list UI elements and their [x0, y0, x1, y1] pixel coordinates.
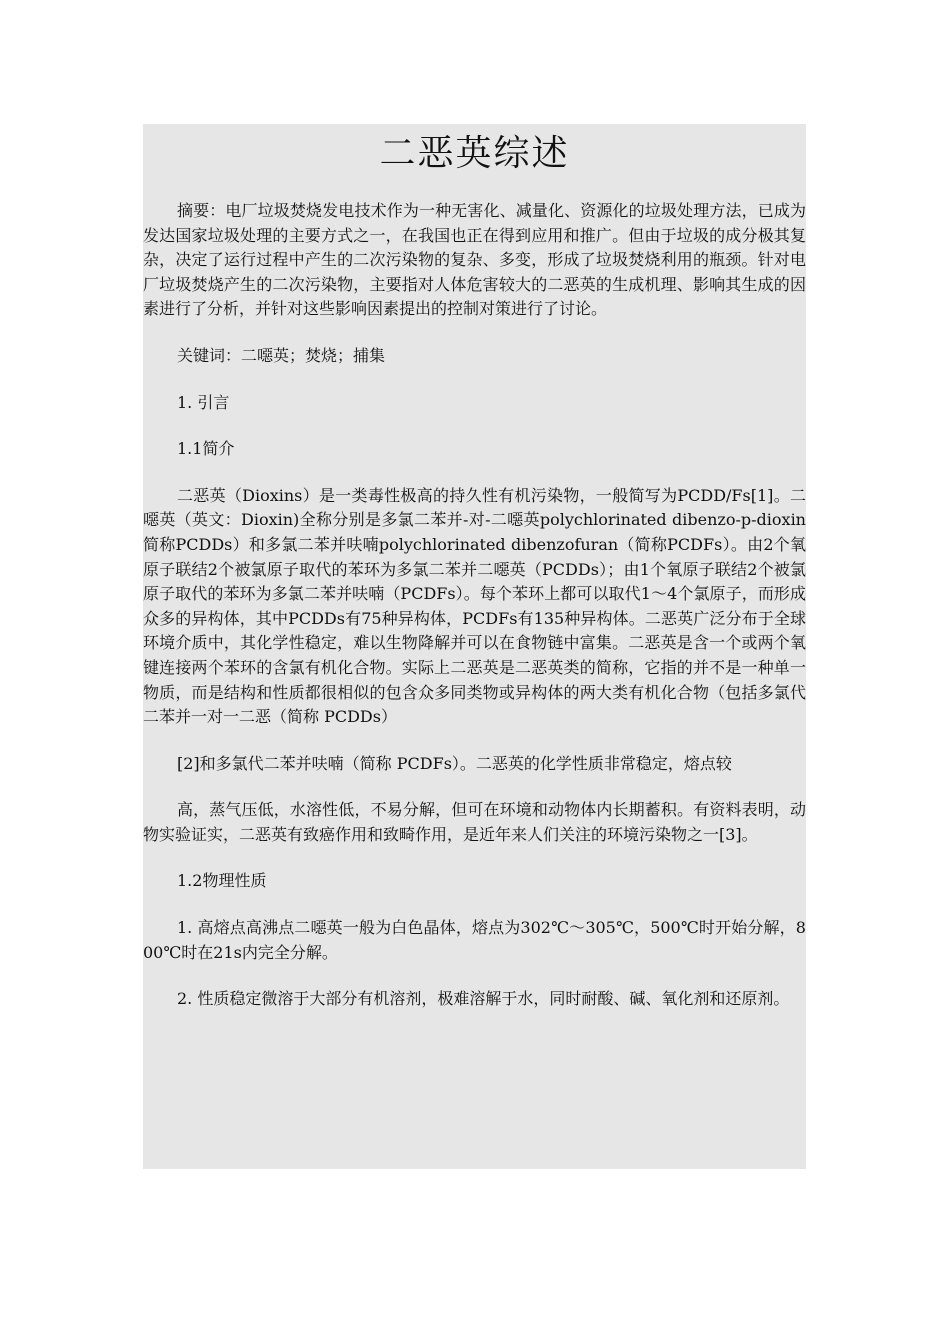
overview-paragraph: 二恶英（Dioxins）是一类毒性极高的持久性有机污染物，一般简写为PCDD/Fs[1]。二噁英（英文：Dioxin)全称分别是多氯二苯并-对-二噁英polychlorinated dibenzo-p-dioxin简称PCDDs）和多氯二苯并呋喃polychlorinated dibenzofuran（简称PCDFs）。由2个氧原子联结2个被氯原子取代的苯环为多氯二苯并二噁英（PCDDs）；由1个氧原子联结2个被氯原子取代的苯环为多氯二苯并呋喃（PCDFs）。每个苯环上都可以取代1～4个氯原子，而形成众多的异构体，其中PCDDs有75种异构体，PCDFs有135种异构体。二恶英广泛分布于全球环境介质中，其化学性稳定，难以生物降解并可以在食物链中富集。二恶英是含一个或两个氧键连接两个苯环的含氯有机化合物。实际上二恶英是二恶英类的简称，它指的并不是一种单一物质，而是结构和性质都很相似的包含众多同类物或异构体的两大类有机化合物（包括多氯代二苯并一对一二恶（简称 PCDDs）	[143, 485, 806, 727]
subsection-heading-physical-properties: 1.2物理性质	[177, 871, 267, 891]
toxicity-paragraph: 高，蒸气压低，水溶性低，不易分解，但可在环境和动物体内长期蓄积。有资料表明，动物实验证实，二恶英有致癌作用和致畸作用，是近年来人们关注的环境污染物之一[3]。	[143, 800, 806, 844]
section-heading-introduction: 1. 引言	[177, 392, 230, 412]
document-body	[143, 199, 806, 1034]
document-page-block	[143, 124, 806, 1169]
property-item-melting-point: 1. 高熔点高沸点二噁英一般为白色晶体，熔点为302℃～305℃，500℃时开始分解，800℃时在21s内完全分解。	[143, 918, 806, 962]
overview-continuation-paragraph: [2]和多氯代二苯并呋喃（简称 PCDFs）。二恶英的化学性质非常稳定，熔点较	[177, 753, 732, 773]
keywords-paragraph: 关键词：二噁英；焚烧；捕集	[177, 345, 386, 365]
subsection-heading-overview: 1.1简介	[177, 439, 235, 459]
property-item-stability: 2. 性质稳定微溶于大部分有机溶剂，极难溶解于水，同时耐酸、碱、氧化剂和还原剂。	[177, 989, 790, 1009]
abstract-paragraph: 摘要：电厂垃圾焚烧发电技术作为一种无害化、减量化、资源化的垃圾处理方法，已成为发达国家垃圾处理的主要方式之一，在我国也正在得到应用和推广。但由于垃圾的成分极其复杂，决定了运行过程中产生的二次污染物的复杂、多变，形成了垃圾焚烧利用的瓶颈。针对电厂垃圾焚烧产生的二次污染物，主要指对人体危害较大的二恶英的生成机理、影响其生成的因素进行了分析，并针对这些影响因素提出的控制对策进行了讨论。	[143, 201, 806, 319]
document-title: 二恶英综述	[379, 133, 570, 174]
